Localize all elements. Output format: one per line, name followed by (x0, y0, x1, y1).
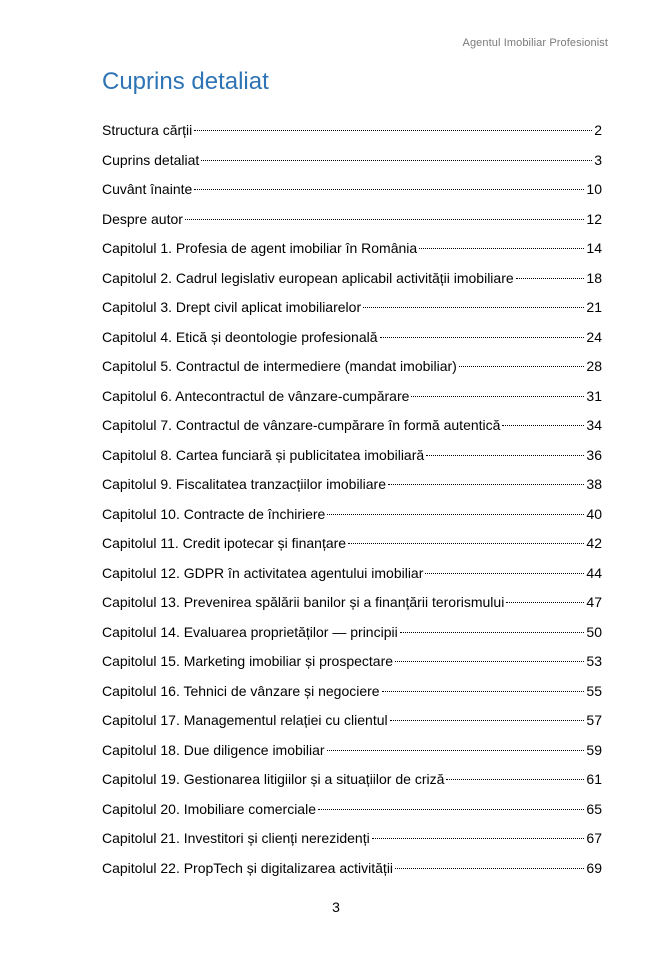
dot-leader (185, 219, 584, 220)
page-title: Cuprins detaliat (102, 68, 269, 95)
toc-entry[interactable] (102, 738, 602, 768)
dot-leader (327, 750, 585, 751)
toc-entry[interactable] (102, 236, 602, 266)
toc-entry-page-number[interactable]: 10 (586, 181, 602, 197)
toc-entry-title[interactable]: Capitolul 3. Drept civil aplicat imobiliarelor (102, 299, 362, 315)
toc-entry-title[interactable]: Capitolul 15. Marketing imobiliar și prospectare (102, 653, 394, 669)
toc-entry[interactable] (102, 708, 602, 738)
toc-entry-title[interactable]: Capitolul 11. Credit ipotecar și finanțare (102, 535, 347, 551)
toc-entry[interactable] (102, 443, 602, 473)
toc-entry[interactable] (102, 177, 602, 207)
toc-entry-title[interactable]: Capitolul 17. Managementul relației cu clientul (102, 712, 388, 728)
dot-leader (388, 484, 584, 485)
page-number: 3 (332, 899, 340, 915)
toc-entry[interactable] (102, 649, 602, 679)
toc-entry[interactable] (102, 384, 602, 414)
dot-leader (390, 720, 585, 721)
toc-entry-page-number[interactable]: 59 (586, 741, 602, 758)
toc-entry-title[interactable]: Capitolul 6. Antecontractul de vânzare-cumpărare (102, 387, 410, 404)
toc-entry-title[interactable]: Capitolul 4. Etică și deontologie profesională (102, 328, 378, 345)
dot-leader (395, 868, 584, 869)
dot-leader (419, 248, 584, 249)
dot-leader (516, 278, 585, 279)
toc-entry-title[interactable]: Capitolul 16. Tehnici de vânzare și negociere (102, 682, 380, 699)
toc-entry[interactable] (102, 266, 602, 296)
toc-entry-title[interactable]: Capitolul 9. Fiscalitatea tranzacțiilor imobiliare (102, 476, 387, 492)
dot-leader (395, 661, 584, 662)
toc-entry-title[interactable]: Structura cărții (102, 122, 193, 138)
toc-entry-title[interactable]: Capitolul 5. Contractul de intermediere (mandat imobiliar) (102, 358, 457, 374)
toc-entry-page-number[interactable]: 42 (586, 535, 602, 551)
toc-entry-title[interactable]: Capitolul 8. Cartea funciară și publicitatea imobiliară (102, 446, 425, 463)
toc-entry-page-number[interactable]: 38 (586, 476, 602, 492)
toc-entry-page-number[interactable]: 36 (586, 446, 602, 463)
toc-entry-page-number[interactable]: 28 (586, 358, 602, 374)
dot-leader (400, 632, 585, 633)
toc-entry[interactable] (102, 325, 602, 355)
dot-leader (201, 160, 592, 161)
toc-entry[interactable] (102, 590, 602, 620)
dot-leader (446, 779, 584, 780)
dot-leader (506, 602, 584, 603)
toc-entry-title[interactable]: Capitolul 14. Evaluarea proprietăților — principii (102, 623, 398, 640)
toc-entry-page-number[interactable]: 18 (586, 269, 602, 286)
toc-entry-page-number[interactable]: 2 (594, 122, 602, 138)
toc-entry[interactable] (102, 856, 602, 886)
toc-entry-title[interactable]: Despre autor (102, 210, 183, 227)
toc-entry-page-number[interactable]: 57 (586, 712, 602, 728)
dot-leader (363, 307, 584, 308)
toc-entry-title[interactable]: Capitolul 13. Prevenirea spălării banilor și a finanțării terorismului (102, 594, 505, 610)
toc-entry-page-number[interactable]: 53 (586, 653, 602, 669)
toc-entry[interactable] (102, 767, 602, 797)
toc-entry-page-number[interactable]: 24 (586, 328, 602, 345)
toc-entry-page-number[interactable]: 65 (586, 800, 602, 817)
dot-leader (327, 514, 584, 515)
dot-leader (426, 455, 584, 456)
dot-leader (372, 838, 585, 839)
toc-entry-page-number[interactable]: 40 (586, 505, 602, 522)
dot-leader (411, 396, 584, 397)
toc-entry-page-number[interactable]: 47 (586, 594, 602, 610)
toc-entry-title[interactable]: Cuvânt înainte (102, 181, 193, 197)
toc-entry-page-number[interactable]: 12 (586, 210, 602, 227)
dot-leader (382, 691, 585, 692)
toc-entry-title[interactable]: Capitolul 1. Profesia de agent imobiliar în România (102, 240, 418, 256)
dot-leader (425, 573, 584, 574)
toc-entry[interactable] (102, 472, 602, 502)
toc-entry-page-number[interactable]: 67 (586, 830, 602, 846)
dot-leader (194, 189, 584, 190)
toc-entry[interactable] (102, 797, 602, 827)
toc-entry-page-number[interactable]: 31 (586, 387, 602, 404)
toc-entry-title[interactable]: Capitolul 7. Contractul de vânzare-cumpărare în formă autentică (102, 417, 501, 433)
dot-leader (318, 809, 584, 810)
dot-leader (502, 425, 584, 426)
running-header: Agentul Imobiliar Profesionist (462, 37, 608, 49)
toc-entry[interactable] (102, 502, 602, 532)
toc-entry[interactable] (102, 295, 602, 325)
toc-entry-title[interactable]: Capitolul 21. Investitori și clienți nerezidenți (102, 830, 370, 846)
dot-leader (194, 130, 592, 131)
toc-entry-page-number[interactable]: 44 (586, 564, 602, 581)
toc-entry[interactable] (102, 826, 602, 856)
toc-entry-title[interactable]: Capitolul 19. Gestionarea litigiilor și a situațiilor de criză (102, 771, 445, 787)
toc-entry-page-number[interactable]: 21 (586, 299, 602, 315)
toc-entry-page-number[interactable]: 61 (586, 771, 602, 787)
toc-entry-page-number[interactable]: 3 (594, 151, 602, 168)
toc-entry[interactable] (102, 413, 602, 443)
toc-entry[interactable] (102, 679, 602, 709)
toc-entry[interactable] (102, 620, 602, 650)
dot-leader (459, 366, 585, 367)
dot-leader (380, 337, 585, 338)
dot-leader (348, 543, 584, 544)
toc-entry[interactable] (102, 207, 602, 237)
toc-entry-page-number[interactable]: 14 (586, 240, 602, 256)
toc-entry-title[interactable]: Capitolul 20. Imobiliare comerciale (102, 800, 316, 817)
toc-entry-page-number[interactable]: 69 (586, 859, 602, 876)
toc-entry-title[interactable]: Capitolul 18. Due diligence imobiliar (102, 741, 325, 758)
toc-entry-page-number[interactable]: 50 (586, 623, 602, 640)
toc-entry[interactable] (102, 561, 602, 591)
toc-entry-title[interactable]: Capitolul 12. GDPR în activitatea agentului imobiliar (102, 564, 424, 581)
toc-entry-title[interactable]: Capitolul 10. Contracte de închiriere (102, 505, 326, 522)
toc-entry[interactable] (102, 118, 602, 148)
toc-entry-title[interactable]: Capitolul 22. PropTech și digitalizarea activității (102, 859, 394, 876)
table-of-contents (102, 118, 602, 885)
toc-entry[interactable] (102, 148, 602, 178)
toc-entry-page-number[interactable]: 34 (586, 417, 602, 433)
toc-entry-title[interactable]: Capitolul 2. Cadrul legislativ european aplicabil activității imobiliare (102, 269, 514, 286)
toc-entry-title[interactable]: Cuprins detaliat (102, 151, 200, 168)
toc-entry[interactable] (102, 531, 602, 561)
toc-entry-page-number[interactable]: 55 (586, 682, 602, 699)
toc-entry[interactable] (102, 354, 602, 384)
